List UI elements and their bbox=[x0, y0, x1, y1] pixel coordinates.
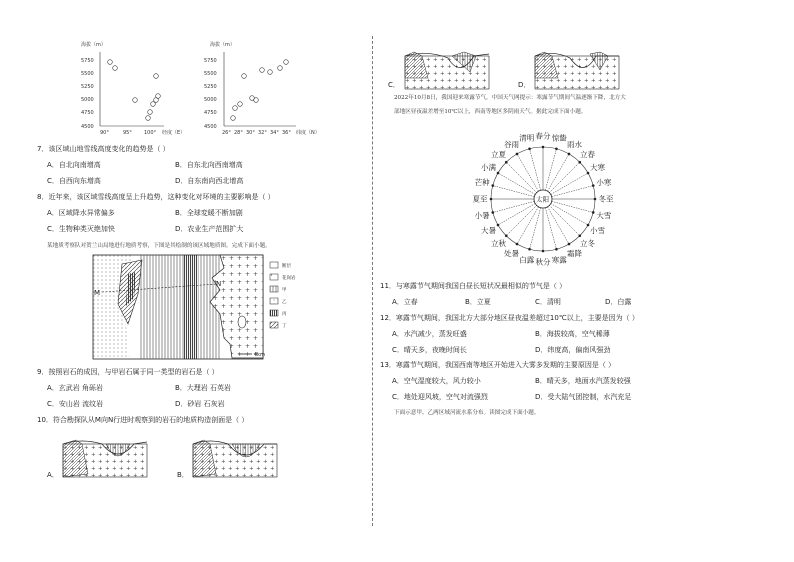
question-7-option-b[interactable]: B．自东北向西南增高 bbox=[175, 161, 243, 169]
river-intro: 下面示意甲、乙两区域河流水系分布。读图完成下面小题。 bbox=[394, 410, 540, 416]
question-7-option-d[interactable]: D．自东南向西北增高 bbox=[175, 177, 244, 185]
solar-term-label: 大雪 bbox=[596, 210, 612, 220]
chart2-point bbox=[238, 102, 243, 107]
solar-term-label: 清明 bbox=[519, 133, 535, 143]
chart2-xticks bbox=[222, 130, 291, 136]
solar-term-label: 小雪 bbox=[590, 226, 606, 235]
wheel-term-dot bbox=[578, 161, 581, 164]
chart2-yticks bbox=[204, 58, 217, 130]
chart2-ytick: 4750 bbox=[204, 110, 217, 116]
wheel-spoke bbox=[552, 201, 594, 212]
question-9-option-a[interactable]: A．玄武岩 角砾岩 bbox=[47, 384, 104, 392]
wheel-term-dot bbox=[491, 184, 494, 187]
cross-section-d[interactable] bbox=[534, 48, 620, 90]
chart2-ytick: 5000 bbox=[204, 97, 217, 103]
solar-term-label: 小暑 bbox=[474, 210, 490, 220]
chart2-point bbox=[268, 70, 273, 75]
chart2-xtick: 26° bbox=[222, 130, 231, 136]
cross-section-a-label: A． bbox=[47, 471, 59, 479]
question-12-option-c[interactable]: C．晴天多，夜晚时间长 bbox=[392, 346, 467, 354]
question-11-option-a[interactable]: A．立春 bbox=[392, 298, 418, 306]
chart1-point bbox=[154, 98, 159, 103]
wheel-term-dot bbox=[568, 243, 571, 246]
map-scale: 4km bbox=[254, 352, 265, 358]
wheel-term-dot bbox=[528, 147, 531, 150]
chart1-ytick: 5250 bbox=[81, 84, 94, 90]
chart1-point bbox=[154, 74, 159, 79]
wheel-term-dot bbox=[592, 211, 595, 214]
cross-section-d-label: D． bbox=[518, 81, 531, 89]
wheel-term-dot bbox=[587, 172, 590, 175]
chart1-xlabel: 经度（E） bbox=[162, 130, 186, 136]
chart2-point bbox=[278, 66, 283, 71]
wheel-spoke bbox=[517, 207, 539, 244]
question-8-option-b[interactable]: B．全球変暖不断加剧 bbox=[175, 209, 243, 217]
solar-term-label: 立冬 bbox=[580, 239, 596, 249]
wheel-term-dot bbox=[592, 184, 595, 187]
legend-yi: 乙 bbox=[282, 300, 287, 305]
question-13-option-a[interactable]: A．空气湿度较大，风力较小 bbox=[392, 377, 481, 385]
solar-term-label: 秋分 bbox=[535, 257, 551, 267]
chart1-ylabel: 海拔（m） bbox=[81, 42, 106, 48]
chart2-point bbox=[254, 98, 259, 103]
chart2-ytick: 5500 bbox=[204, 71, 217, 77]
wheel-spoke bbox=[551, 173, 588, 195]
wheel-spoke bbox=[549, 205, 579, 235]
solar-term-label: 雨水 bbox=[567, 139, 582, 149]
chart1-xtick: 95° bbox=[123, 130, 132, 136]
cross-section-a[interactable] bbox=[62, 436, 148, 478]
geology-intro: 某地质考察队对贺兰山局地进行地质考察，下图是其绘制的该区域地质图。完成下面小题。 bbox=[47, 243, 271, 249]
solar-term-label: 立秋 bbox=[490, 239, 506, 249]
chart2-ylabel: 海拔（m） bbox=[210, 42, 235, 48]
question-8-option-c[interactable]: C．生物种类灭绝加快 bbox=[47, 225, 115, 233]
question-10-stem: 10．符合勘探队从M向N行进时观察到的岩石的地质构造剖面是（ ） bbox=[37, 416, 249, 424]
question-8-stem: 8．近年来，该区域雪线高度呈上升趋势，这种变化对环境的主要影响是（ ） bbox=[37, 193, 275, 201]
chart1-ytick: 4500 bbox=[81, 124, 94, 130]
wheel-term-dot bbox=[555, 248, 558, 251]
wheel-spoke bbox=[545, 208, 556, 250]
solar-term-label: 大暑 bbox=[480, 226, 496, 235]
chart1-xtick: 90° bbox=[100, 130, 109, 136]
legend-granite: 花岗岩 bbox=[282, 276, 296, 281]
snowline-latitude-chart bbox=[196, 38, 320, 138]
question-9-option-d[interactable]: D．砂岩 石灰岩 bbox=[175, 400, 225, 408]
wheel-spoke bbox=[551, 204, 588, 226]
solar-term-label: 惊蛰 bbox=[551, 133, 567, 143]
wheel-spoke bbox=[548, 154, 570, 191]
question-7-option-c[interactable]: C．自西向东增高 bbox=[47, 177, 101, 185]
wheel-spoke bbox=[498, 173, 535, 195]
wheel-term-dot bbox=[578, 234, 581, 237]
question-11-option-d[interactable]: D．白露 bbox=[605, 298, 632, 306]
wheel-term-dot bbox=[555, 147, 558, 150]
wheel-spoke bbox=[545, 149, 556, 191]
cold-dew-intro-line1: 2022年10月8日，我国迎来寒露节气，中国天气网提示：寒露节气期间气温逐渐下降，北方大 bbox=[394, 95, 626, 101]
question-9-option-b[interactable]: B．大理岩 石英岩 bbox=[175, 384, 232, 392]
wheel-term-dot bbox=[505, 234, 508, 237]
chart2-ytick: 4500 bbox=[204, 124, 217, 130]
chart2-point bbox=[242, 74, 247, 79]
legend-ding: 丁 bbox=[282, 324, 287, 329]
question-9-option-c[interactable]: C．安山岩 流纹岩 bbox=[47, 400, 104, 408]
wheel-term-dot bbox=[505, 161, 508, 164]
question-11-option-c[interactable]: C．清明 bbox=[535, 298, 561, 306]
cross-section-b-label: B． bbox=[177, 471, 189, 479]
solar-term-label: 冬至 bbox=[598, 194, 614, 204]
chart1-point bbox=[146, 116, 151, 121]
question-11-stem: 11．与寒露节气期间我国白昼长短状况最相似的节气是（ ） bbox=[380, 282, 567, 290]
chart1-point bbox=[148, 110, 153, 115]
wheel-term-dot bbox=[542, 146, 545, 149]
wheel-term-dot bbox=[497, 224, 500, 227]
solar-term-label: 立夏 bbox=[490, 149, 506, 159]
wheel-term-dot bbox=[516, 243, 519, 246]
wheel-term-dot bbox=[542, 250, 545, 253]
question-12-option-d[interactable]: D．纬度高，偏南风强劲 bbox=[535, 346, 611, 354]
chart2-xtick: 36° bbox=[282, 130, 291, 136]
wheel-term-dot bbox=[516, 153, 519, 156]
wheel-spoke bbox=[493, 201, 535, 212]
wheel-term-dot bbox=[568, 153, 571, 156]
solar-term-label: 立春 bbox=[580, 149, 596, 159]
chart1-point bbox=[113, 66, 118, 71]
chart2-ytick: 5250 bbox=[204, 84, 217, 90]
chart2-point bbox=[233, 106, 238, 111]
solar-term-label: 大寒 bbox=[590, 163, 606, 172]
wheel-spoke bbox=[506, 162, 536, 192]
chart1-xtick: 100° bbox=[144, 130, 157, 136]
column-divider bbox=[372, 36, 373, 526]
chart1-xticks bbox=[100, 130, 157, 136]
legend-fault: 断层 bbox=[282, 264, 291, 269]
wheel-term-dot bbox=[587, 224, 590, 227]
wheel-term-dot bbox=[528, 248, 531, 251]
wheel-term-dot bbox=[490, 198, 493, 201]
solar-term-label: 白露 bbox=[519, 255, 535, 265]
snowline-longitude-chart bbox=[78, 38, 196, 138]
solar-term-label: 霜降 bbox=[567, 249, 582, 259]
chart2-xtick: 32° bbox=[258, 130, 267, 136]
sun-label: 太阳 bbox=[536, 195, 549, 204]
chart2-point bbox=[260, 68, 265, 73]
question-7-option-a[interactable]: A．自北向南增高 bbox=[47, 161, 101, 169]
chart2-xtick: 28° bbox=[234, 130, 243, 136]
solar-term-label: 春分 bbox=[535, 131, 551, 141]
wheel-spoke bbox=[548, 207, 570, 244]
solar-terms-wheel bbox=[468, 124, 618, 274]
wheel-spoke bbox=[530, 208, 541, 250]
chart2-point bbox=[284, 60, 289, 65]
map-point-n: N bbox=[216, 280, 222, 288]
wheel-spoke bbox=[498, 204, 535, 226]
chart1-yticks bbox=[81, 58, 94, 130]
wheel-spoke bbox=[549, 162, 579, 192]
chart2-ytick: 5750 bbox=[204, 58, 217, 64]
wheel-term-dot bbox=[491, 211, 494, 214]
solar-term-label: 夏至 bbox=[472, 194, 488, 204]
wheel-term-dot bbox=[497, 172, 500, 175]
question-8-option-d[interactable]: D．农业生产范围扩大 bbox=[175, 225, 244, 233]
map-point-m: M bbox=[94, 289, 101, 297]
legend-bing: 丙 bbox=[282, 312, 287, 317]
chart2-xlabel: 纬度（N） bbox=[296, 130, 320, 136]
wheel-term-dot bbox=[594, 198, 597, 201]
question-12-option-b[interactable]: B．海拔较高，空气稀薄 bbox=[535, 330, 610, 338]
solar-term-label: 小寒 bbox=[596, 178, 612, 188]
wheel-spoke bbox=[506, 205, 536, 235]
cross-section-b[interactable] bbox=[192, 436, 278, 478]
chart2-points bbox=[231, 60, 289, 121]
map-legend bbox=[270, 262, 296, 329]
chart1-point bbox=[108, 60, 113, 65]
cold-dew-intro-line2: 部地区昼夜温差增至10℃以上，西南等地区多阴雨天气。据此完成下面小题。 bbox=[394, 109, 587, 115]
question-13-option-d[interactable]: D．受大陆气团控制，水汽充足 bbox=[535, 393, 632, 401]
chart1-points bbox=[108, 60, 161, 121]
question-12-option-a[interactable]: A．水汽减少，蒸发旺盛 bbox=[392, 330, 467, 338]
question-12-stem: 12．寒露节气期间，我国北方大部分地区昼夜温差超过10℃以上，主要是因为（ ） bbox=[380, 314, 639, 322]
chart1-ytick: 5750 bbox=[81, 58, 94, 64]
wheel-spoke bbox=[530, 149, 541, 191]
chart2-xtick: 34° bbox=[270, 130, 279, 136]
solar-term-label: 芒种 bbox=[474, 178, 490, 188]
question-13-stem: 13．寒露节气期间，我国西南等地区开始进入大雾多发期的主要原因是（ ） bbox=[380, 361, 616, 369]
chart2-point bbox=[231, 116, 236, 121]
chart1-point bbox=[151, 102, 156, 107]
question-7-stem: 7．该区域山地雪线高度变化的趋势是（ ） bbox=[37, 145, 170, 153]
chart1-ytick: 5000 bbox=[81, 97, 94, 103]
question-13-option-b[interactable]: B．晴天多，地面水汽蒸发较强 bbox=[535, 377, 631, 385]
wheel-spoke bbox=[493, 186, 535, 197]
wheel-spoke bbox=[517, 154, 539, 191]
chart1-ytick: 4750 bbox=[81, 110, 94, 116]
geology-map bbox=[92, 254, 312, 360]
solar-term-label: 寒露 bbox=[551, 255, 567, 265]
question-11-option-b[interactable]: B．立夏 bbox=[465, 298, 491, 306]
question-9-stem: 9．按照岩石的成因，与甲岩石属于同一类型的岩石是（ ） bbox=[37, 368, 219, 376]
wheel-spoke bbox=[552, 186, 594, 197]
question-8-option-a[interactable]: A．区域降水异常偏多 bbox=[47, 209, 115, 217]
cross-section-c[interactable] bbox=[404, 48, 490, 90]
solar-term-label: 谷雨 bbox=[504, 139, 519, 149]
solar-term-label: 小满 bbox=[480, 163, 496, 172]
chart2-xtick: 30° bbox=[246, 130, 255, 136]
chart1-point bbox=[133, 98, 138, 103]
chart1-ytick: 5500 bbox=[81, 71, 94, 77]
solar-term-label: 处暑 bbox=[504, 249, 519, 259]
legend-jia: 甲 bbox=[282, 288, 287, 293]
cross-section-c-label: C． bbox=[388, 81, 400, 89]
question-13-option-c[interactable]: C．地处迎风坡，空气对流强烈 bbox=[392, 393, 488, 401]
